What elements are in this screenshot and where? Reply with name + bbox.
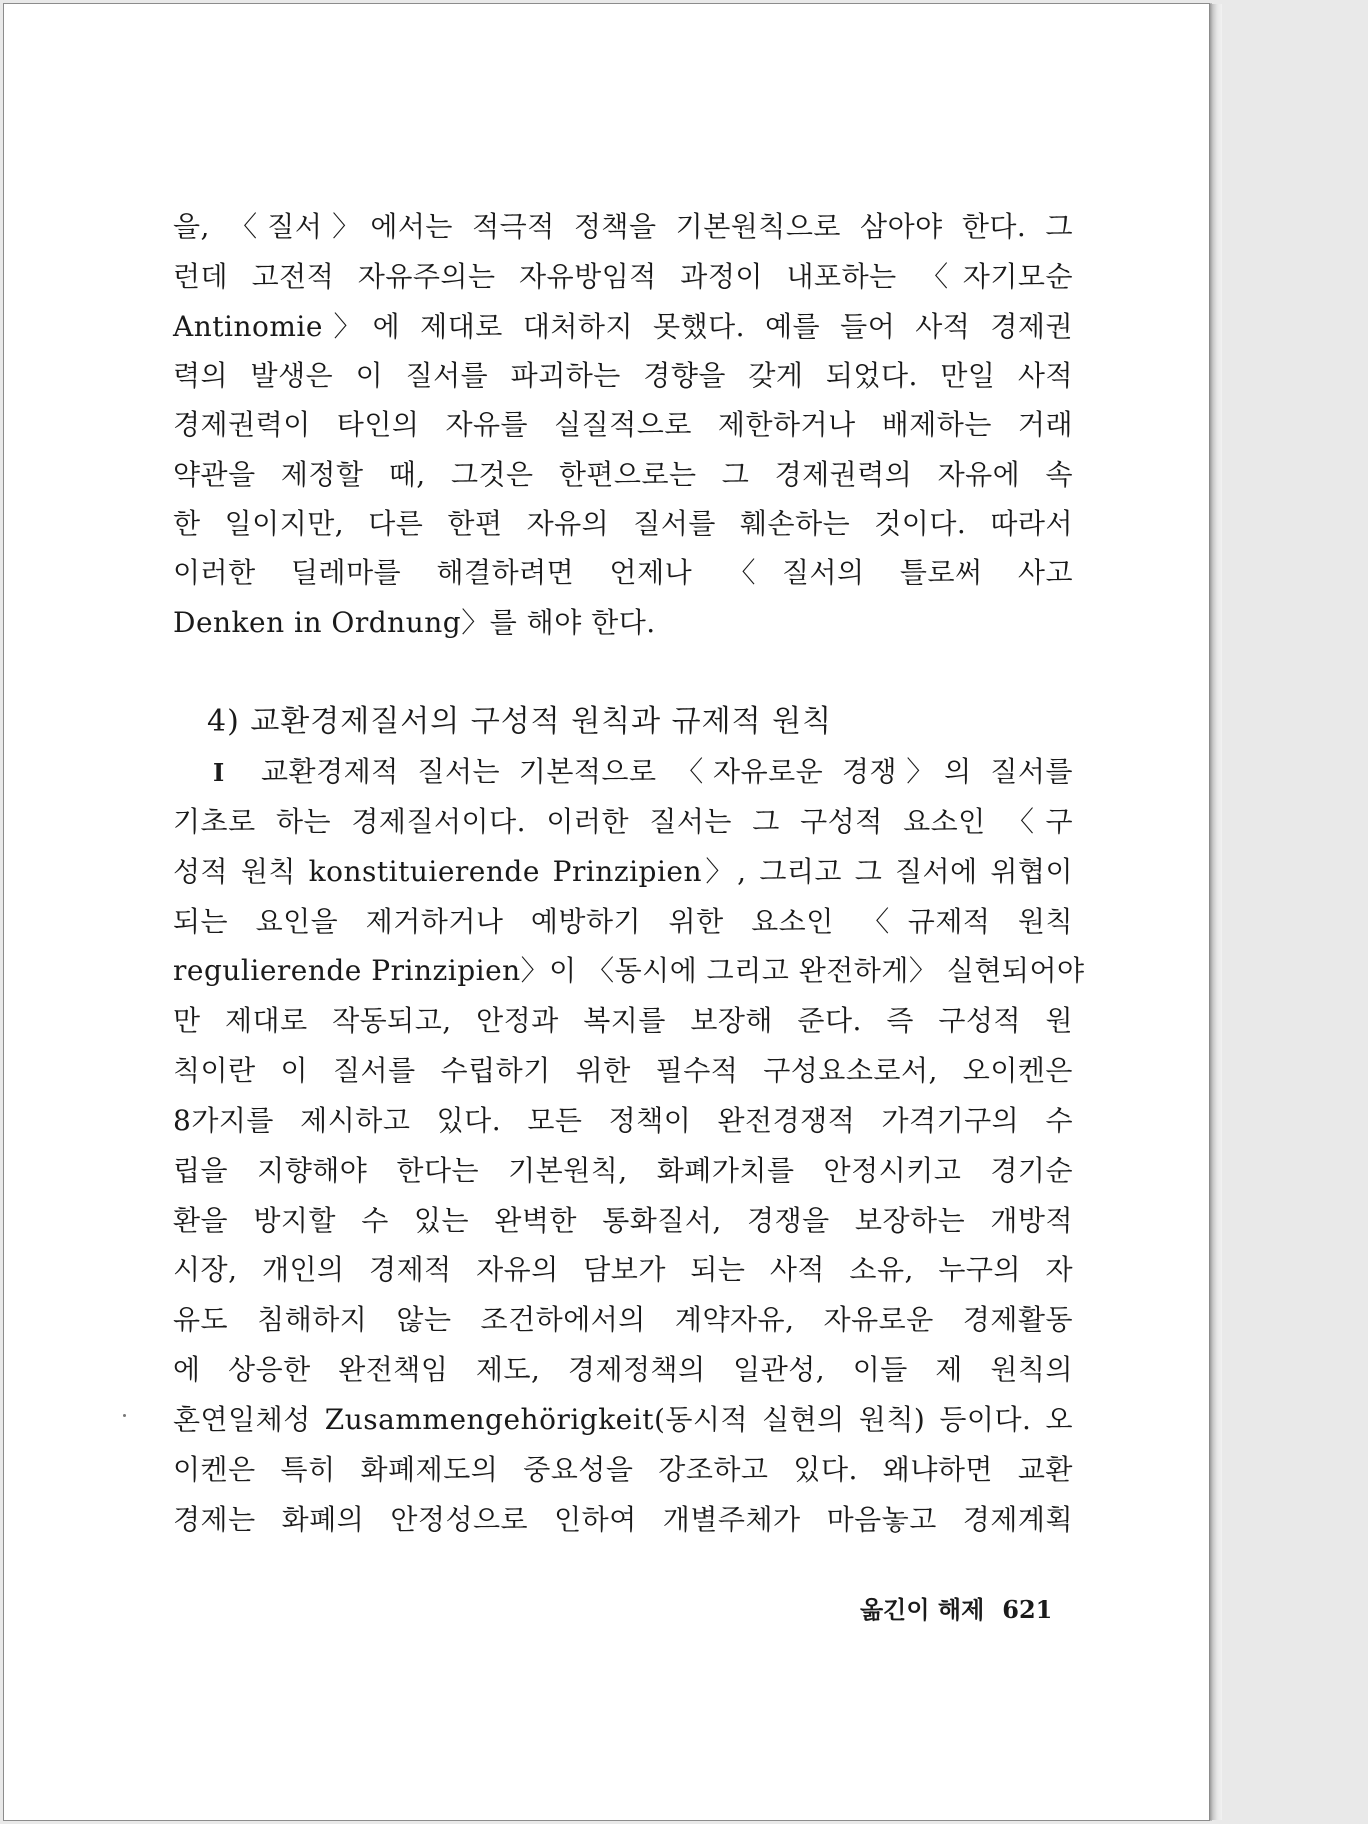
page-number: 621	[1002, 1595, 1053, 1624]
scan-speck	[123, 1414, 126, 1417]
body-text-line: 만 제대로 작동되고, 안정과 복지를 보장해 준다. 즉 구성적 원	[173, 1004, 1073, 1037]
body-text-line-first	[213, 752, 1073, 792]
body-text-line: 에 상응한 완전책임 제도, 경제정책의 일관성, 이들 제 원칙의	[173, 1353, 1073, 1386]
body-text-line: 한 일이지만, 다른 한편 자유의 질서를 훼손하는 것이다. 따라서	[173, 507, 1073, 540]
body-text-line: 성적 원칙 konstituierende Prinzipien〉, 그리고 그 질서에 위협이	[173, 855, 1073, 888]
body-text-line: 경제는 화폐의 안정성으로 인하여 개별주체가 마음놓고 경제계획	[173, 1503, 1073, 1536]
page-footer	[860, 1594, 1052, 1626]
body-text-line: 유도 침해하지 않는 조건하에서의 계약자유, 자유로운 경제활동	[173, 1303, 1073, 1336]
paragraph-marker: I	[213, 758, 225, 787]
body-text-line-content: 교환경제적 질서는 기본적으로 〈자유로운 경쟁〉의 질서를	[261, 755, 1073, 788]
body-text-line: 런데 고전적 자유주의는 자유방임적 과정이 내포하는 〈자기모순	[173, 260, 1073, 293]
body-text-line: 칙이란 이 질서를 수립하기 위한 필수적 구성요소로서, 오이켄은	[173, 1054, 1073, 1087]
body-text-line: 약관을 제정할 때, 그것은 한편으로는 그 경제권력의 자유에 속	[173, 458, 1073, 491]
body-text-line: 환을 방지할 수 있는 완벽한 통화질서, 경쟁을 보장하는 개방적	[173, 1204, 1073, 1237]
section-heading: 4) 교환경제질서의 구성적 원칙과 규제적 원칙	[207, 704, 833, 739]
running-title: 옮긴이 해제	[860, 1595, 985, 1624]
body-text-line: 기초로 하는 경제질서이다. 이러한 질서는 그 구성적 요소인 〈구	[173, 805, 1073, 838]
body-text-line: Denken in Ordnung〉를 해야 한다.	[173, 606, 656, 639]
body-text-line: 이러한 딜레마를 해결하려면 언제나 〈질서의 틀로써 사고	[173, 556, 1073, 589]
body-text-line: 되는 요인을 제거하거나 예방하기 위한 요소인 〈규제적 원칙	[173, 905, 1073, 938]
body-text-line: 이켄은 특히 화폐제도의 중요성을 강조하고 있다. 왜냐하면 교환	[173, 1453, 1073, 1486]
body-text-line: 8가지를 제시하고 있다. 모든 정책이 완전경쟁적 가격기구의 수	[173, 1104, 1073, 1137]
body-text-line: 력의 발생은 이 질서를 파괴하는 경향을 갖게 되었다. 만일 사적	[173, 359, 1073, 392]
body-text-line: 립을 지향해야 한다는 기본원칙, 화폐가치를 안정시키고 경기순	[173, 1154, 1073, 1187]
body-text-line: regulierende Prinzipien〉이 〈동시에 그리고 완전하게〉 실현되어야	[173, 954, 1085, 987]
page-edge-shadow	[1210, 4, 1222, 1820]
body-text-line: 시장, 개인의 경제적 자유의 담보가 되는 사적 소유, 누구의 자	[173, 1253, 1073, 1286]
body-text-line: 혼연일체성 Zusammengehörigkeit(동시적 실현의 원칙) 등이다. 오	[173, 1403, 1073, 1436]
body-text-line: 경제권력이 타인의 자유를 실질적으로 제한하거나 배제하는 거래	[173, 408, 1073, 441]
body-text-line: 을, 〈질서〉에서는 적극적 정책을 기본원칙으로 삼아야 한다. 그	[173, 210, 1073, 243]
body-text-line: Antinomie〉에 제대로 대처하지 못했다. 예를 들어 사적 경제권	[173, 310, 1073, 343]
